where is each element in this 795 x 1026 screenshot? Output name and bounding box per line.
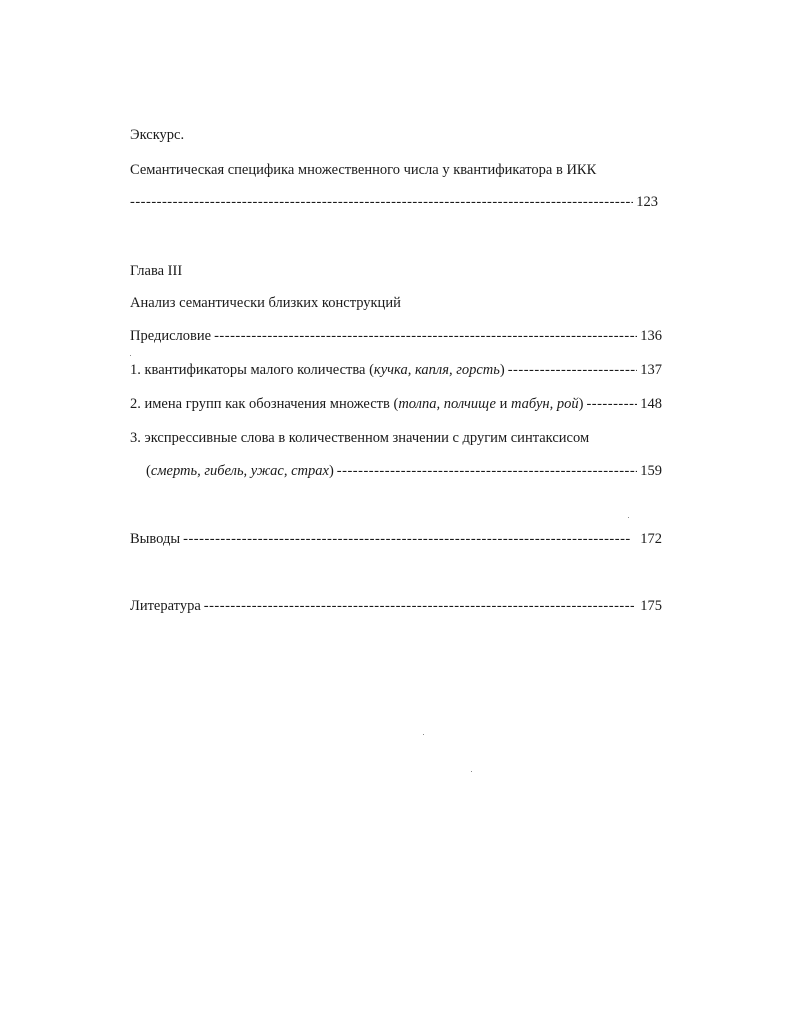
toc-row-item-3 bbox=[146, 462, 662, 480]
toc-row-excursus bbox=[130, 193, 658, 211]
toc-label: 1. квантификаторы малого количества (кучка, капля, горсть) bbox=[130, 362, 505, 378]
page-number: 175 bbox=[640, 598, 662, 614]
examples-italic: смерть, гибель, ужас, страх bbox=[150, 463, 329, 479]
dot-leader bbox=[337, 462, 637, 480]
toc-label: Литература bbox=[130, 598, 201, 614]
page-number: 172 bbox=[640, 531, 662, 547]
toc-label: Выводы bbox=[130, 531, 181, 547]
toc-label: 2. имена групп как обозначения множеств (толпа, полчище и табун, рой) bbox=[130, 396, 584, 412]
toc-label: (смерть, гибель, ужас, страх) bbox=[146, 463, 334, 479]
chapter-title: Анализ семантически близких конструкций bbox=[130, 295, 401, 311]
excursus-heading: Экскурс. bbox=[130, 127, 185, 143]
dot-leader bbox=[204, 597, 634, 615]
dot-leader bbox=[586, 395, 637, 413]
toc-row-item-1 bbox=[130, 361, 662, 379]
examples-italic: толпа, полчище bbox=[398, 396, 496, 412]
examples-italic: табун, рой bbox=[510, 396, 579, 412]
dot-leader bbox=[130, 193, 633, 211]
scan-speck bbox=[423, 734, 424, 735]
page-number: 123 bbox=[636, 194, 658, 210]
page-number: 136 bbox=[640, 328, 662, 344]
excursus-title: Семантическая специфика множественного числа у квантификатора в ИКК bbox=[130, 162, 597, 178]
chapter-heading: Глава III bbox=[130, 263, 183, 279]
page-number: 137 bbox=[640, 362, 662, 378]
dot-leader bbox=[183, 530, 630, 548]
toc-row-preface bbox=[130, 327, 662, 345]
examples-italic: кучка, капля, горсть bbox=[373, 362, 500, 378]
dot-leader bbox=[508, 361, 638, 379]
toc-row-literature bbox=[130, 597, 662, 615]
scan-speck bbox=[628, 517, 629, 518]
toc-item-3-line1: 3. экспрессивные слова в количественном значении с другим синтаксисом bbox=[130, 430, 590, 446]
page-number: 148 bbox=[640, 396, 662, 412]
scan-speck bbox=[471, 771, 472, 772]
toc-label: Предисловие bbox=[130, 328, 212, 344]
toc-row-item-2 bbox=[130, 395, 662, 413]
toc-row-conclusions bbox=[130, 530, 662, 548]
scan-speck bbox=[130, 355, 131, 356]
dot-leader bbox=[214, 327, 637, 345]
page-number: 159 bbox=[640, 463, 662, 479]
